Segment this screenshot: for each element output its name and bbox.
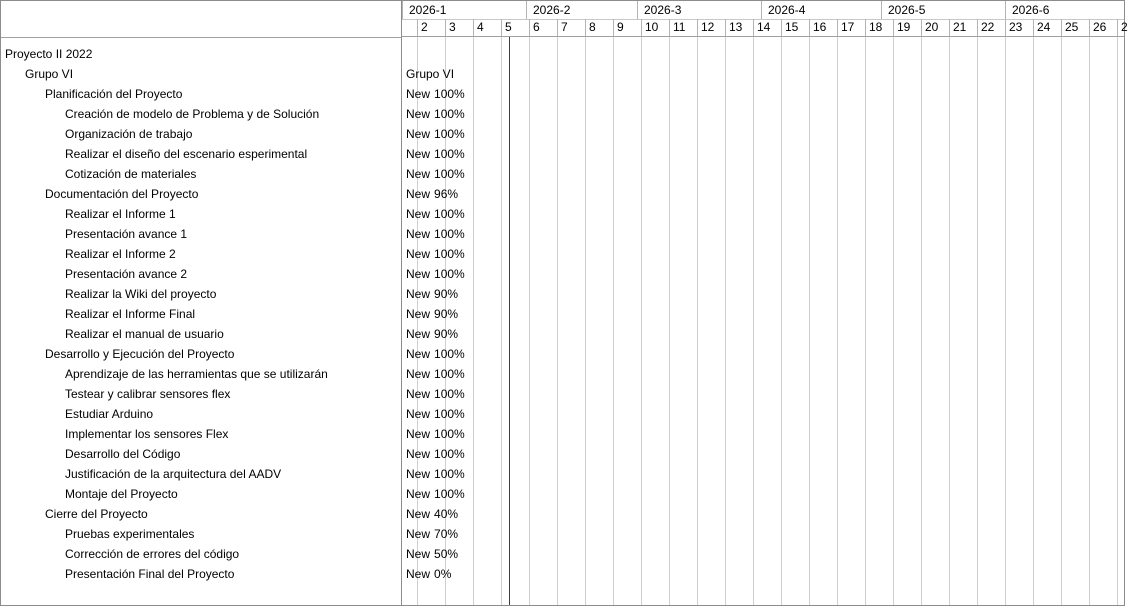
task-row[interactable] xyxy=(1,324,401,344)
task-name: Aprendizaje de las herramientas que se utilizarán xyxy=(65,367,328,381)
task-name: Documentación del Proyecto xyxy=(45,187,199,201)
task-bar-label[interactable] xyxy=(406,244,469,264)
week-header-cell: 19 xyxy=(893,19,921,36)
task-status: New xyxy=(406,447,431,461)
task-status: New xyxy=(406,507,431,521)
task-row[interactable] xyxy=(1,404,401,424)
task-bar-label[interactable] xyxy=(406,124,469,144)
week-header-cell: 14 xyxy=(753,19,781,36)
task-progress: 100% xyxy=(434,167,465,181)
task-row[interactable] xyxy=(1,384,401,404)
task-name: Grupo VI xyxy=(25,67,74,81)
week-header-cell: 8 xyxy=(585,19,613,36)
task-row[interactable] xyxy=(1,504,401,524)
task-row[interactable] xyxy=(1,184,401,204)
task-bar-label[interactable] xyxy=(406,424,469,444)
task-bar-label[interactable] xyxy=(406,304,462,324)
task-status: New xyxy=(406,87,431,101)
task-tree-header xyxy=(1,1,401,38)
task-name: Realizar la Wiki del proyecto xyxy=(65,287,217,301)
week-header-cell: 2 xyxy=(417,19,445,36)
task-bar-label[interactable] xyxy=(406,384,469,404)
week-header-cell: 24 xyxy=(1033,19,1061,36)
week-header-cell: 13 xyxy=(725,19,753,36)
week-header-cell: 11 xyxy=(669,19,697,36)
task-progress: 90% xyxy=(434,307,459,321)
task-bar-label[interactable] xyxy=(406,444,469,464)
task-status: New xyxy=(406,387,431,401)
week-header xyxy=(402,19,1128,37)
task-name: Presentación Final del Proyecto xyxy=(65,567,235,581)
week-header-cell: 20 xyxy=(921,19,949,36)
task-name: Realizar el Informe 1 xyxy=(65,207,176,221)
task-progress: 0% xyxy=(434,567,452,581)
task-progress: 100% xyxy=(434,407,465,421)
week-header-cell: 26 xyxy=(1089,19,1117,36)
task-bar-label[interactable] xyxy=(406,184,462,204)
task-progress: 90% xyxy=(434,327,459,341)
task-row[interactable] xyxy=(1,544,401,564)
task-bar-label[interactable] xyxy=(406,544,462,564)
task-progress: 70% xyxy=(434,527,459,541)
task-name: Corrección de errores del código xyxy=(65,547,240,561)
week-header-cell: 21 xyxy=(949,19,977,36)
task-progress: 100% xyxy=(434,427,465,441)
task-progress: 100% xyxy=(434,367,465,381)
week-header-cell: 17 xyxy=(837,19,865,36)
task-name: Montaje del Proyecto xyxy=(65,487,178,501)
task-row[interactable] xyxy=(1,84,401,104)
task-name: Cierre del Proyecto xyxy=(45,507,148,521)
task-status: New xyxy=(406,267,431,281)
task-progress: 100% xyxy=(434,87,465,101)
task-bar-label[interactable] xyxy=(406,264,469,284)
week-header-cell: 2 xyxy=(1117,19,1145,36)
task-status: New xyxy=(406,247,431,261)
week-header-cell: 6 xyxy=(529,19,557,36)
week-header-cell: 22 xyxy=(977,19,1005,36)
task-progress: 100% xyxy=(434,267,465,281)
task-progress: 100% xyxy=(434,487,465,501)
task-progress: 100% xyxy=(434,387,465,401)
task-bar-label[interactable] xyxy=(406,104,469,124)
task-status: New xyxy=(406,287,431,301)
task-row[interactable] xyxy=(1,444,401,464)
task-status: New xyxy=(406,367,431,381)
task-status: New xyxy=(406,327,431,341)
chart-task-labels xyxy=(402,38,1124,605)
week-header-cell: 15 xyxy=(781,19,809,36)
task-name: Desarrollo y Ejecución del Proyecto xyxy=(45,347,235,361)
task-progress: 100% xyxy=(434,227,465,241)
week-header-cell: 3 xyxy=(445,19,473,36)
task-status: New xyxy=(406,107,431,121)
month-header-cell: 2026-4 xyxy=(761,1,881,19)
task-status: New xyxy=(406,147,431,161)
task-progress: 100% xyxy=(434,107,465,121)
task-status: New xyxy=(406,407,431,421)
task-progress: 100% xyxy=(434,467,465,481)
task-name: Proyecto II 2022 xyxy=(5,47,93,61)
task-row[interactable] xyxy=(1,164,401,184)
week-header-cell: 23 xyxy=(1005,19,1033,36)
task-status: New xyxy=(406,167,431,181)
task-status: New xyxy=(406,347,431,361)
task-name: Realizar el Informe Final xyxy=(65,307,196,321)
task-row[interactable] xyxy=(1,364,401,384)
task-status: New xyxy=(406,227,431,241)
task-name: Presentación avance 1 xyxy=(65,227,188,241)
task-name: Realizar el diseño del escenario esperimental xyxy=(65,147,308,161)
task-name: Cotización de materiales xyxy=(65,167,197,181)
task-name: Justificación de la arquitectura del AADV xyxy=(65,467,282,481)
task-name: Planificación del Proyecto xyxy=(45,87,183,101)
task-name: Desarrollo del Código xyxy=(65,447,181,461)
month-header-cell: 2026-2 xyxy=(526,1,637,19)
task-name: Realizar el manual de usuario xyxy=(65,327,224,341)
week-header-cell: 16 xyxy=(809,19,837,36)
task-row[interactable] xyxy=(1,64,401,84)
task-row[interactable] xyxy=(1,284,401,304)
task-status: Grupo VI xyxy=(406,67,455,81)
task-status: New xyxy=(406,567,431,581)
task-name: Estudiar Arduino xyxy=(65,407,154,421)
task-row[interactable] xyxy=(1,484,401,504)
task-name: Pruebas experimentales xyxy=(65,527,195,541)
month-header-cell: 2026-5 xyxy=(881,1,1005,19)
task-row[interactable] xyxy=(1,304,401,324)
task-bar-label[interactable] xyxy=(406,204,469,224)
task-row[interactable] xyxy=(1,424,401,444)
task-status: New xyxy=(406,527,431,541)
task-progress: 40% xyxy=(434,507,459,521)
month-header-cell: 2026-1 xyxy=(402,1,526,19)
task-status: New xyxy=(406,127,431,141)
task-progress: 100% xyxy=(434,247,465,261)
task-status: New xyxy=(406,467,431,481)
task-progress: 90% xyxy=(434,287,459,301)
task-bar-label[interactable] xyxy=(406,84,469,104)
week-header-cell: 18 xyxy=(865,19,893,36)
task-row[interactable] xyxy=(1,464,401,484)
task-progress: 100% xyxy=(434,147,465,161)
task-bar-label[interactable] xyxy=(406,164,469,184)
task-status: New xyxy=(406,207,431,221)
task-name: Testear y calibrar sensores flex xyxy=(65,387,231,401)
task-status: New xyxy=(406,547,431,561)
task-progress: 100% xyxy=(434,207,465,221)
week-header-cell: 25 xyxy=(1061,19,1089,36)
task-progress: 50% xyxy=(434,547,459,561)
task-status: New xyxy=(406,487,431,501)
task-status: New xyxy=(406,427,431,441)
task-row[interactable] xyxy=(1,204,401,224)
week-header-cell: 5 xyxy=(501,19,529,36)
week-header-cell: 9 xyxy=(613,19,641,36)
task-bar-label[interactable] xyxy=(406,464,469,484)
task-row[interactable] xyxy=(1,224,401,244)
month-header-cell: 2026-6 xyxy=(1005,1,1124,19)
week-header-cell: 12 xyxy=(697,19,725,36)
task-row[interactable] xyxy=(1,144,401,164)
task-row[interactable] xyxy=(1,264,401,284)
task-name: Presentación avance 2 xyxy=(65,267,188,281)
task-bar-label[interactable] xyxy=(406,504,462,524)
task-bar-label[interactable] xyxy=(406,224,469,244)
task-bar-label[interactable] xyxy=(406,144,469,164)
task-row[interactable] xyxy=(1,524,401,544)
task-progress: 100% xyxy=(434,127,465,141)
task-bar-label[interactable] xyxy=(406,64,462,84)
task-row[interactable] xyxy=(1,564,401,584)
week-header-cell: 4 xyxy=(473,19,501,36)
task-row[interactable] xyxy=(1,124,401,144)
task-name: Creación de modelo de Problema y de Solución xyxy=(65,107,320,121)
task-bar-label[interactable] xyxy=(406,404,469,424)
task-bar-label[interactable] xyxy=(406,564,455,584)
task-status: New xyxy=(406,307,431,321)
task-status: New xyxy=(406,187,431,201)
task-row[interactable] xyxy=(1,244,401,264)
task-bar-label[interactable] xyxy=(406,44,414,64)
task-name: Organización de trabajo xyxy=(65,127,193,141)
task-bar-label[interactable] xyxy=(406,344,469,364)
task-name: Realizar el Informe 2 xyxy=(65,247,176,261)
task-bar-label[interactable] xyxy=(406,324,462,344)
week-header-cell: 10 xyxy=(641,19,669,36)
task-bar-label[interactable] xyxy=(406,364,469,384)
task-name: Implementar los sensores Flex xyxy=(65,427,229,441)
task-progress: 96% xyxy=(434,187,459,201)
task-progress: 100% xyxy=(434,447,465,461)
task-bar-label[interactable] xyxy=(406,524,462,544)
task-progress: 100% xyxy=(434,347,465,361)
task-row[interactable] xyxy=(1,44,401,64)
task-bar-label[interactable] xyxy=(406,284,462,304)
month-header xyxy=(402,1,1124,20)
month-header-cell: 2026-3 xyxy=(637,1,761,19)
gantt-chart[interactable] xyxy=(402,1,1128,605)
task-bar-label[interactable] xyxy=(406,484,469,504)
task-tree[interactable] xyxy=(1,38,401,605)
week-header-cell: 7 xyxy=(557,19,585,36)
task-row[interactable] xyxy=(1,104,401,124)
task-row[interactable] xyxy=(1,344,401,364)
